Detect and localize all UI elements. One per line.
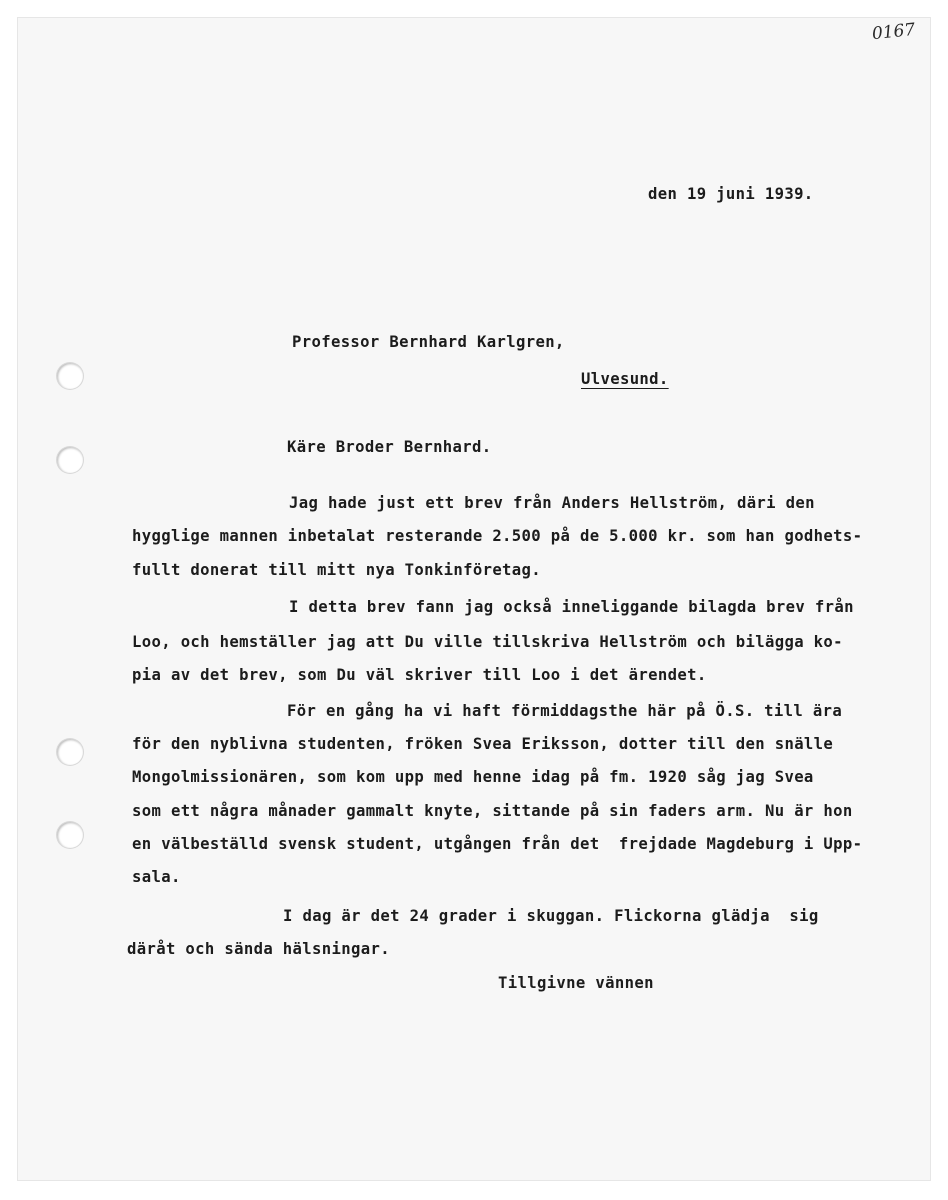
letter-date: den 19 juni 1939. xyxy=(648,185,814,203)
body-line: Jag hade just ett brev från Anders Hellström, däri den xyxy=(289,494,815,512)
punch-hole xyxy=(57,822,83,848)
body-line: för den nyblivna studenten, fröken Svea Eriksson, dotter till den snälle xyxy=(132,735,834,753)
body-line: däråt och sända hälsningar. xyxy=(127,940,390,958)
closing: Tillgivne vännen xyxy=(498,974,654,992)
recipient-name: Professor Bernhard Karlgren, xyxy=(292,333,565,351)
recipient-place: Ulvesund. xyxy=(581,370,669,388)
body-line: Loo, och hemställer jag att Du ville tillskriva Hellström och bilägga ko- xyxy=(132,633,843,651)
body-line: sala. xyxy=(132,868,181,886)
body-line: en välbeställd svensk student, utgången från det frejdade Magdeburg i Upp- xyxy=(132,835,863,853)
body-line: I detta brev fann jag också inneliggande bilagda brev från xyxy=(289,598,854,616)
punch-hole xyxy=(57,363,83,389)
salutation: Käre Broder Bernhard. xyxy=(287,438,492,456)
punch-hole xyxy=(57,447,83,473)
body-line: som ett några månader gammalt knyte, sittande på sin faders arm. Nu är hon xyxy=(132,802,853,820)
punch-hole xyxy=(57,739,83,765)
body-line: För en gång ha vi haft förmiddagsthe här på Ö.S. till ära xyxy=(287,702,843,720)
body-line: fullt donerat till mitt nya Tonkinföretag. xyxy=(132,561,542,579)
body-line: hygglige mannen inbetalat resterande 2.500 på de 5.000 kr. som han godhets- xyxy=(132,527,863,545)
body-line: pia av det brev, som Du väl skriver till Loo i det ärendet. xyxy=(132,666,707,684)
body-line: Mongolmissionären, som kom upp med henne idag på fm. 1920 såg jag Svea xyxy=(132,768,814,786)
page-number: 0167 xyxy=(871,19,917,45)
body-line: I dag är det 24 grader i skuggan. Flickorna glädja sig xyxy=(283,907,819,925)
